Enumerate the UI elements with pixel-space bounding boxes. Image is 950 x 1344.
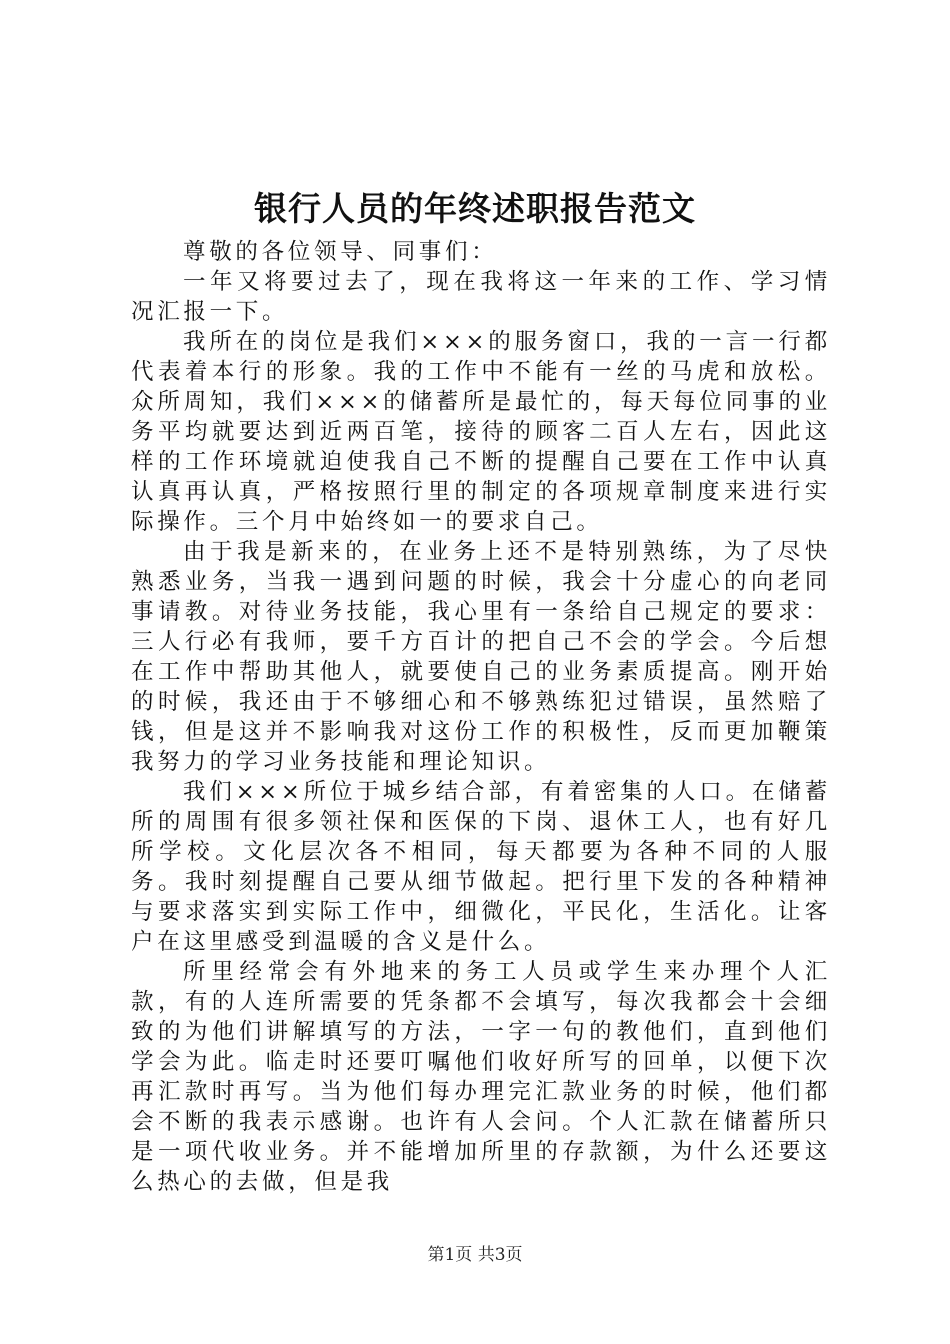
paragraph-position: 我所在的岗位是我们×××的服务窗口，我的一言一行都代表着本行的形象。我的工作中不能有一丝的马虎和放松。众所周知，我们×××的储蓄所是最忙的，每天每位同事的业务平均就要达到近两百笔，接待的顾客二百人左右，因此这样的工作环境就迫使我自己不断的提醒自己要在工作中认真认真再认真，严格按照行里的制定的各项规章制度来进行实际操作。三个月中始终如一的要求自己。	[131, 329, 831, 535]
paragraph-location: 我们×××所位于城乡结合部，有着密集的人口。在储蓄所的周围有很多领社保和医保的下岗、退休工人，也有好几所学校。文化层次各不相同，每天都要为各种不同的人服务。我时刻提醒自己要从细节做起。把行里下发的各种精神与要求落实到实际工作中，细微化，平民化，生活化。让客户在这里感受到温暖的含义是什么。	[131, 779, 831, 955]
paragraph-learning: 由于我是新来的，在业务上还不是特别熟练，为了尽快熟悉业务，当我一遇到问题的时候，我会十分虚心的向老同事请教。对待业务技能，我心里有一条给自己规定的要求：三人行必有我师，要千方百计的把自己不会的学会。今后想在工作中帮助其他人，就要使自己的业务素质提高。刚开始的时候，我还由于不够细心和不够熟练犯过错误，虽然赔了钱，但是这并不影响我对这份工作的积极性，反而更加鞭策我努力的学习业务技能和理论知识。	[131, 539, 831, 775]
document-title: 银行人员的年终述职报告范文	[254, 189, 696, 228]
paragraph-remittance: 所里经常会有外地来的务工人员或学生来办理个人汇款，有的人连所需要的凭条都不会填写，每次我都会十会细致的为他们讲解填写的方法，一字一句的教他们，直到他们学会为此。临走时还要叮嘱他们收好所写的回单，以便下次再汇款时再写。当为他们每办理完汇款业务的时候，他们都会不断的我表示感谢。也许有人会问。个人汇款在储蓄所只是一项代收业务。并不能增加所里的存款额，为什么还要这么热心的去做，但是我	[131, 959, 831, 1195]
paragraph-salutation: 尊敬的各位领导、同事们：	[183, 239, 498, 265]
document-body	[131, 237, 831, 1197]
page-footer: 第1页 共3页	[427, 1245, 523, 1265]
paragraph-intro: 一年又将要过去了，现在我将这一年来的工作、学习情况汇报一下。	[131, 269, 831, 325]
